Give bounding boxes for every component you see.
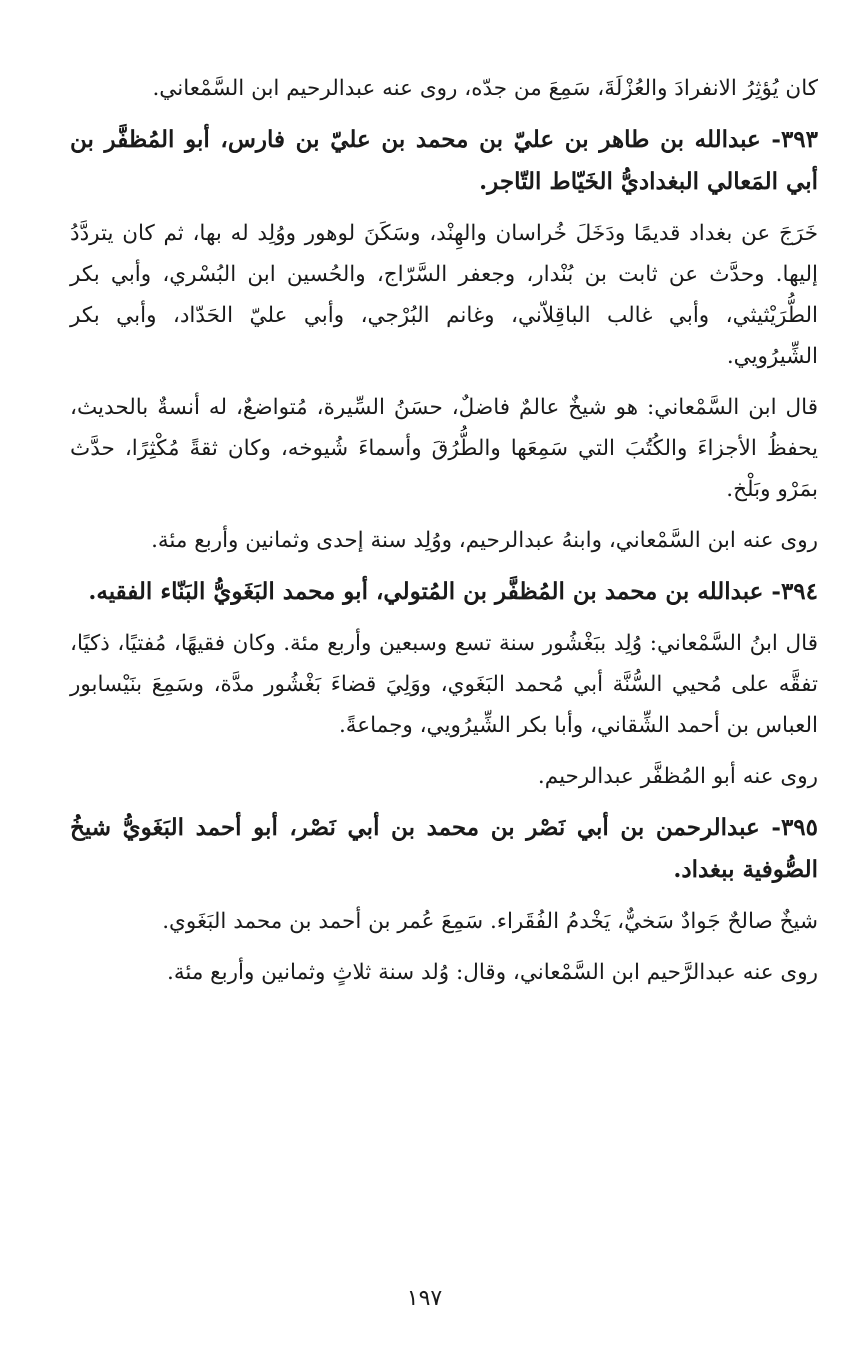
entry-heading xyxy=(70,119,818,203)
page-body xyxy=(70,68,818,1003)
entry-title: عبدالله بن محمد بن المُظفَّر بن المُتولي، أبو محمد البَغَويُّ البَنّاء الفقيه. xyxy=(88,578,764,605)
entry-title: عبدالله بن طاهر بن عليّ بن محمد بن عليّ بن فارس، أبو المُظفَّر بن أبي المَعالي البغداديُّ الخَيّاط التّاجر. xyxy=(70,126,818,195)
paragraph: قال ابن السَّمْعاني: هو شيخٌ عالمٌ فاضلٌ، حسَنُ السِّيرة، مُتواضعٌ، له أنسةٌ بالحديث، يحفظُ الأجزاءَ والكُتُبَ التي سَمِعَها والطُّرُقَ وأسماءَ شُيوخه، وكان ثقةً مُكْثِرًا، حدَّث بمَرْو وبَلْخ. xyxy=(70,395,818,502)
entry-395 xyxy=(70,807,818,993)
paragraph: روى عنه عبدالرَّحيم ابن السَّمْعاني، وقال: وُلد سنة ثلاثٍ وثمانين وأربع مئة. xyxy=(166,960,818,985)
paragraph: خَرَجَ عن بغداد قديمًا ودَخَلَ خُراسان والهِنْد، وسَكَنَ لوهور ووُلِد له بها، ثم كان يتردَّدُ إليها. وحدَّث عن ثابت بن بُنْدار، وجعفر السَّرّاج، والحُسين ابن البُسْري، وأبي بكر الطُّرَيْثيثي، وأبي غالب الباقِلاّني، وغانم البُرْجي، وأبي عليّ الحَدّاد، وأبي بكر الشِّيرُويي. xyxy=(70,221,818,369)
entry-heading xyxy=(70,571,818,613)
paragraph: قال ابنُ السَّمْعاني: وُلِد ببَغْشُور سنة تسع وسبعين وأربع مئة. وكان فقيهًا، مُفتيًا، ذكيًا، تفقَّه على مُحيي السُّنَّة أبي مُحمد البَغَوي، ووَلِيَ قضاءَ بَغْشُور مدَّة، وسَمِعَ بنَيْسابور العباس بن أحمد الشِّقاني، وأبا بكر الشِّيرُويي، وجماعةً. xyxy=(70,631,818,738)
paragraph: روى عنه ابن السَّمْعاني، وابنهُ عبدالرحيم، ووُلِد سنة إحدى وثمانين وأربع مئة. xyxy=(151,528,818,553)
entry-number: ٣٩٤- xyxy=(771,578,818,605)
entry-394 xyxy=(70,571,818,797)
paragraph: شيخٌ صالحٌ جَوادٌ سَخيٌّ، يَخْدمُ الفُقَراء. سَمِعَ عُمر بن أحمد بن محمد البَغَوي. xyxy=(162,909,818,934)
paragraph-continuation: كان يُؤثِرُ الانفرادَ والعُزْلَةَ، سَمِعَ من جدّه، روى عنه عبدالرحيم ابن السَّمْعاني. xyxy=(152,76,818,101)
entry-393 xyxy=(70,119,818,561)
entry-heading xyxy=(70,807,818,891)
paragraph: روى عنه أبو المُظفَّر عبدالرحيم. xyxy=(537,764,818,789)
entry-number: ٣٩٣- xyxy=(771,126,818,153)
entry-number: ٣٩٥- xyxy=(771,814,818,841)
page-number: ١٩٧ xyxy=(406,1286,443,1311)
entry-title: عبدالرحمن بن أبي نَصْر بن محمد بن أبي نَصْر، أبو أحمد البَغَويُّ شيخُ الصُّوفية ببغداد. xyxy=(70,814,818,883)
